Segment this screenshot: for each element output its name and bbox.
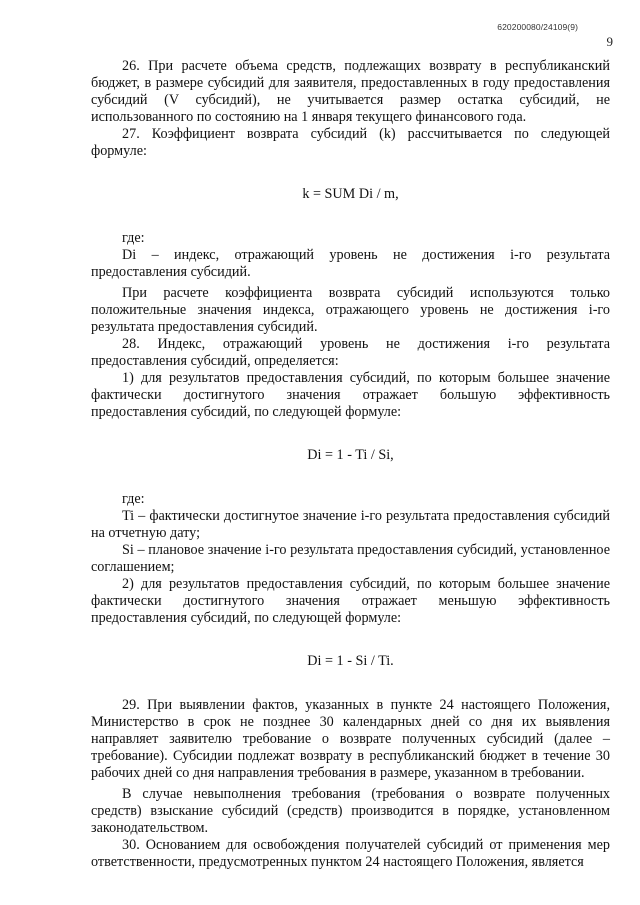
definition-si: Si – плановое значение i-го результата предоставления субсидий, установленное соглашением; — [91, 542, 610, 575]
where-label-2: где: — [122, 491, 145, 507]
paragraph-positive-values: При расчете коэффициента возврата субсидий используются только положительные значения индекса, отражающего уровень не достижения i-го результата предоставления субсидий. — [91, 285, 610, 335]
paragraph-28: 28. Индекс, отражающий уровень не достижения i-го результата предоставления субсидий, определяется: — [91, 336, 610, 369]
definition-ti: Ti – фактически достигнутое значение i-го результата предоставления субсидий на отчетную дату; — [91, 508, 610, 541]
formula-di-2: Di = 1 - Si / Ti. — [307, 653, 394, 669]
definition-di: Di – индекс, отражающий уровень не достижения i-го результата предоставления субсидий. — [91, 247, 610, 280]
document-body — [91, 58, 610, 871]
formula-k: k = SUM Di / m, — [302, 186, 399, 202]
paragraph-30: 30. Основанием для освобождения получателей субсидий от применения мер ответственности, предусмотренных пунктом 24 настоящего Положения, является — [91, 837, 610, 870]
paragraph-28-item-1: 1) для результатов предоставления субсидий, по которым большее значение фактически достигнутого значения отражает большую эффективность предоставления субсидий, по следующей формуле: — [91, 370, 610, 420]
formula-di-1: Di = 1 - Ti / Si, — [307, 447, 394, 463]
where-label-1: где: — [122, 230, 145, 246]
paragraph-29-continued: В случае невыполнения требования (требования о возврате полученных средств) взыскание субсидий (средств) производится в порядке, установленном законодательством. — [91, 786, 610, 836]
page-number: 9 — [606, 34, 613, 49]
paragraph-28-item-2: 2) для результатов предоставления субсидий, по которым большее значение фактически достигнутого значения отражает меньшую эффективность предоставления субсидий, по следующей формуле: — [91, 576, 610, 626]
document-id: 620200080/24109(9) — [497, 22, 578, 32]
paragraph-29: 29. При выявлении фактов, указанных в пункте 24 настоящего Положения, Министерство в срок не позднее 30 календарных дней со дня их выявления направляет заявителю требование о возврате полученных субсидий (далее – требование). Субсидии подлежат возврату в республиканский бюджет в течение 30 рабочих дней со дня направления требования в размере, указанном в требовании. — [91, 697, 610, 781]
paragraph-27: 27. Коэффициент возврата субсидий (k) рассчитывается по следующей формуле: — [91, 126, 610, 159]
paragraph-26: 26. При расчете объема средств, подлежащих возврату в республиканский бюджет, в размере субсидий для заявителя, предоставленных в году предоставления субсидий (V субсидий), не учитывается размер остатка субсидий, не использованного по состоянию на 1 января текущего финансового года. — [91, 58, 610, 125]
